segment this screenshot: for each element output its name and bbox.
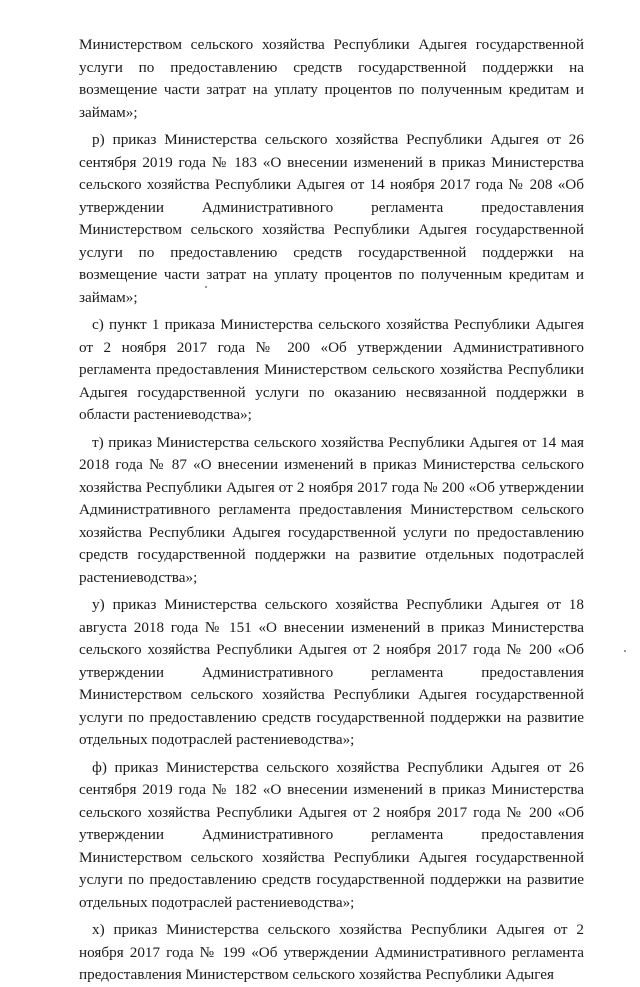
paragraph-item-t: т) приказ Министерства сельского хозяйства Республики Адыгея от 14 мая 2018 года № 87 «О внесении изменений в приказ Министерства сельского хозяйства Республики Адыгея от 2 ноября 2017 года № 200 «Об утверждении Административного регламента предоставления Министерством сельского хозяйства Республики Адыгея государственной услуги по предоставлению средств государственной поддержки на развитие отдельных подотраслей растениеводства»;	[79, 433, 584, 586]
scan-speck	[624, 650, 626, 652]
scan-speck	[205, 286, 207, 288]
paragraph-item-f: ф) приказ Министерства сельского хозяйства Республики Адыгея от 26 сентября 2019 года № 182 «О внесении изменений в приказ Министерства сельского хозяйства Республики Адыгея от 2 ноября 2017 года № 200 «Об утверждении Административного регламента предоставления Министерством сельского хозяйства Республики Адыгея государственной услуги по предоставлению средств государственной поддержки на развитие отдельных подотраслей растениеводства»;	[79, 758, 584, 911]
paragraph-item-kh: х) приказ Министерства сельского хозяйства Республики Адыгея от 2 ноября 2017 года № 199 «Об утверждении Административного регламента предоставления Министерством сельского хозяйства Республики Адыгея	[79, 921, 584, 983]
paragraph-item-u: у) приказ Министерства сельского хозяйства Республики Адыгея от 18 августа 2018 года № 151 «О внесении изменений в приказ Министерства сельского хозяйства Республики Адыгея от 2 ноября 2017 года № 200 «Об утверждении Административного регламента предоставления Министерством сельского хозяйства Республики Адыгея государственной услуги по предоставлению средств государственной поддержки на развитие отдельных подотраслей растениеводства»;	[79, 596, 584, 748]
paragraph-item-s: с) пункт 1 приказа Министерства сельского хозяйства Республики Адыгея от 2 ноября 2017 года № 200 «Об утверждении Административного регламента предоставления Министерством сельского хозяйства Республики Адыгея государственной услуги по оказанию несвязанной поддержки в области растениеводства»;	[79, 316, 584, 423]
paragraph-continuation: Министерством сельского хозяйства Республики Адыгея государственной услуги по предоставлению средств государственной поддержки на возмещение части затрат на уплату процентов по полученным кредитам и займам»;	[79, 36, 584, 121]
paragraph-item-r: р) приказ Министерства сельского хозяйства Республики Адыгея от 26 сентября 2019 года № 183 «О внесении изменений в приказ Министерства сельского хозяйства Республики Адыгея от 14 ноября 2017 года № 208 «Об утверждении Административного регламента предоставления Министерством сельского хозяйства Республики Адыгея государственной услуги по предоставлению средств государственной поддержки на возмещение части затрат на уплату процентов по полученным кредитам и займам»;	[79, 131, 584, 306]
